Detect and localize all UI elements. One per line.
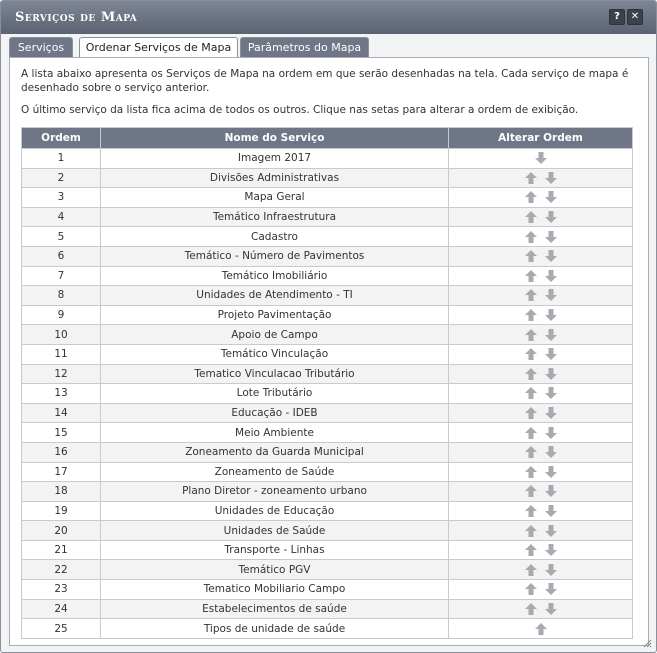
table-row <box>22 364 633 384</box>
order-cell: 24 <box>22 599 101 619</box>
tab-map-parameters[interactable]: Parâmetros do Mapa <box>240 37 369 57</box>
move-down-arrow-icon[interactable] <box>545 505 557 517</box>
order-cell: 20 <box>22 521 101 541</box>
table-row <box>22 305 633 325</box>
table-row <box>22 560 633 580</box>
move-up-arrow-icon[interactable] <box>525 446 537 458</box>
service-name-cell: Plano Diretor - zoneamento urbano <box>101 482 449 502</box>
service-name-cell: Lote Tributário <box>101 384 449 404</box>
service-name-cell: Meio Ambiente <box>101 423 449 443</box>
order-cell: 7 <box>22 266 101 286</box>
table-row <box>22 227 633 247</box>
move-down-arrow-icon[interactable] <box>545 485 557 497</box>
resize-grip-icon[interactable] <box>643 639 652 648</box>
change-order-cell <box>449 403 633 423</box>
move-up-arrow-icon[interactable] <box>525 231 537 243</box>
change-order-cell <box>449 501 633 521</box>
order-cell: 22 <box>22 560 101 580</box>
order-arrows <box>449 365 632 383</box>
order-arrows <box>449 541 632 559</box>
change-order-cell <box>449 580 633 600</box>
service-name-cell: Mapa Geral <box>101 188 449 208</box>
tab-content-panel <box>9 57 649 646</box>
column-header-change-order: Alterar Ordem <box>449 128 633 149</box>
order-cell: 14 <box>22 403 101 423</box>
order-cell: 9 <box>22 305 101 325</box>
order-arrows <box>449 404 632 422</box>
move-down-arrow-icon[interactable] <box>545 564 557 576</box>
table-row <box>22 188 633 208</box>
change-order-cell <box>449 462 633 482</box>
table-row <box>22 384 633 404</box>
order-cell: 11 <box>22 344 101 364</box>
move-down-arrow-icon[interactable] <box>545 348 557 360</box>
table-row <box>22 501 633 521</box>
order-cell: 4 <box>22 207 101 227</box>
service-name-cell: Projeto Pavimentação <box>101 305 449 325</box>
order-arrows <box>449 384 632 402</box>
intro-instructions: O último serviço da lista fica acima de todos os outros. Clique nas setas para alterar a ordem de exibição. <box>21 104 579 116</box>
table-row <box>22 207 633 227</box>
table-row <box>22 619 633 639</box>
service-name-cell: Temático PGV <box>101 560 449 580</box>
order-arrows <box>449 620 632 638</box>
change-order-cell <box>449 227 633 247</box>
move-down-arrow-icon[interactable] <box>545 172 557 184</box>
service-name-cell: Tipos de unidade de saúde <box>101 619 449 639</box>
service-name-cell: Temático - Número de Pavimentos <box>101 246 449 266</box>
change-order-cell <box>449 560 633 580</box>
move-up-arrow-icon[interactable] <box>525 270 537 282</box>
column-header-order: Ordem <box>22 128 101 149</box>
move-down-arrow-icon[interactable] <box>545 329 557 341</box>
change-order-cell <box>449 619 633 639</box>
change-order-cell <box>449 168 633 188</box>
move-down-arrow-icon[interactable] <box>545 446 557 458</box>
service-name-cell: Divisões Administrativas <box>101 168 449 188</box>
order-arrows <box>449 463 632 481</box>
service-name-cell: Temático Vinculação <box>101 344 449 364</box>
move-down-arrow-icon[interactable] <box>545 603 557 615</box>
change-order-cell <box>449 423 633 443</box>
services-order-table <box>21 127 633 639</box>
table-row <box>22 149 633 169</box>
service-name-cell: Estabelecimentos de saúde <box>101 599 449 619</box>
move-down-arrow-icon[interactable] <box>545 407 557 419</box>
table-row <box>22 344 633 364</box>
table-row <box>22 540 633 560</box>
move-down-arrow-icon[interactable] <box>545 231 557 243</box>
order-cell: 17 <box>22 462 101 482</box>
change-order-cell <box>449 149 633 169</box>
table-row <box>22 462 633 482</box>
order-arrows <box>449 424 632 442</box>
order-cell: 10 <box>22 325 101 345</box>
change-order-cell <box>449 599 633 619</box>
change-order-cell <box>449 521 633 541</box>
order-arrows <box>449 286 632 304</box>
order-arrows <box>449 580 632 598</box>
move-up-arrow-icon[interactable] <box>525 583 537 595</box>
move-up-arrow-icon[interactable] <box>525 309 537 321</box>
intro-text: A lista abaixo apresenta os Serviços de Mapa na ordem em que serão desenhadas na tela. Cada serviço de mapa é desenhado sobre o serviço anterior. <box>21 68 629 94</box>
move-up-arrow-icon[interactable] <box>525 329 537 341</box>
move-up-arrow-icon[interactable] <box>525 387 537 399</box>
move-down-arrow-icon[interactable] <box>545 191 557 203</box>
order-arrows <box>449 482 632 500</box>
order-arrows <box>449 169 632 187</box>
change-order-cell <box>449 188 633 208</box>
order-cell: 15 <box>22 423 101 443</box>
order-arrows <box>449 208 632 226</box>
order-arrows <box>449 188 632 206</box>
table-row <box>22 286 633 306</box>
service-name-cell: Unidades de Educação <box>101 501 449 521</box>
move-down-arrow-icon[interactable] <box>545 211 557 223</box>
move-down-arrow-icon[interactable] <box>545 544 557 556</box>
order-cell: 12 <box>22 364 101 384</box>
change-order-cell <box>449 305 633 325</box>
order-arrows <box>449 345 632 363</box>
tab-order-services[interactable]: Ordenar Serviços de Mapa <box>79 37 238 59</box>
order-cell: 18 <box>22 482 101 502</box>
order-arrows <box>449 600 632 618</box>
move-up-arrow-icon[interactable] <box>525 603 537 615</box>
move-up-arrow-icon[interactable] <box>525 368 537 380</box>
move-down-arrow-icon[interactable] <box>545 466 557 478</box>
order-cell: 21 <box>22 540 101 560</box>
move-down-arrow-icon[interactable] <box>545 368 557 380</box>
move-up-arrow-icon[interactable] <box>525 407 537 419</box>
change-order-cell <box>449 482 633 502</box>
table-row <box>22 482 633 502</box>
change-order-cell <box>449 364 633 384</box>
move-up-arrow-icon[interactable] <box>525 427 537 439</box>
move-up-arrow-icon[interactable] <box>525 250 537 262</box>
move-down-arrow-icon[interactable] <box>545 270 557 282</box>
change-order-cell <box>449 286 633 306</box>
column-header-service-name: Nome do Serviço <box>101 128 449 149</box>
move-up-arrow-icon[interactable] <box>525 505 537 517</box>
title-bar[interactable] <box>1 1 656 34</box>
move-up-arrow-icon[interactable] <box>525 564 537 576</box>
change-order-cell <box>449 325 633 345</box>
move-up-arrow-icon[interactable] <box>525 348 537 360</box>
service-name-cell: Tematico Vinculacao Tributário <box>101 364 449 384</box>
move-up-arrow-icon[interactable] <box>535 623 547 635</box>
service-name-cell: Imagem 2017 <box>101 149 449 169</box>
service-name-cell: Temático Infraestrutura <box>101 207 449 227</box>
order-arrows <box>449 561 632 579</box>
table-row <box>22 168 633 188</box>
service-name-cell: Transporte - Linhas <box>101 540 449 560</box>
service-name-cell: Zoneamento da Guarda Municipal <box>101 442 449 462</box>
order-cell: 23 <box>22 580 101 600</box>
order-arrows <box>449 522 632 540</box>
order-cell: 6 <box>22 246 101 266</box>
table-row <box>22 403 633 423</box>
service-name-cell: Unidades de Atendimento - TI <box>101 286 449 306</box>
table-row <box>22 325 633 345</box>
move-up-arrow-icon[interactable] <box>525 485 537 497</box>
move-down-arrow-icon[interactable] <box>545 289 557 301</box>
move-down-arrow-icon[interactable] <box>545 427 557 439</box>
change-order-cell <box>449 442 633 462</box>
move-down-arrow-icon[interactable] <box>545 309 557 321</box>
order-cell: 8 <box>22 286 101 306</box>
move-down-arrow-icon[interactable] <box>535 152 547 164</box>
move-down-arrow-icon[interactable] <box>545 250 557 262</box>
table-row <box>22 580 633 600</box>
order-arrows <box>449 228 632 246</box>
order-cell: 13 <box>22 384 101 404</box>
tab-services[interactable]: Serviços <box>9 37 73 57</box>
order-cell: 5 <box>22 227 101 247</box>
service-name-cell: Zoneamento de Saúde <box>101 462 449 482</box>
move-up-arrow-icon[interactable] <box>525 544 537 556</box>
order-cell: 1 <box>22 149 101 169</box>
order-arrows <box>449 149 632 167</box>
move-down-arrow-icon[interactable] <box>545 525 557 537</box>
change-order-cell <box>449 384 633 404</box>
table-row <box>22 521 633 541</box>
table-row <box>22 246 633 266</box>
order-cell: 3 <box>22 188 101 208</box>
order-cell: 25 <box>22 619 101 639</box>
service-name-cell: Unidades de Saúde <box>101 521 449 541</box>
change-order-cell <box>449 344 633 364</box>
service-name-cell: Educação - IDEB <box>101 403 449 423</box>
move-down-arrow-icon[interactable] <box>545 387 557 399</box>
move-up-arrow-icon[interactable] <box>525 289 537 301</box>
move-up-arrow-icon[interactable] <box>525 191 537 203</box>
order-arrows <box>449 306 632 324</box>
service-name-cell: Temático Imobiliário <box>101 266 449 286</box>
help-button[interactable]: ? <box>609 9 625 25</box>
move-down-arrow-icon[interactable] <box>545 583 557 595</box>
order-cell: 19 <box>22 501 101 521</box>
order-arrows <box>449 502 632 520</box>
close-button[interactable]: ✕ <box>627 9 643 25</box>
order-arrows <box>449 247 632 265</box>
dialog-title: Serviços de Mapa <box>15 10 138 25</box>
table-row <box>22 599 633 619</box>
change-order-cell <box>449 246 633 266</box>
order-arrows <box>449 267 632 285</box>
table-row <box>22 423 633 443</box>
order-arrows <box>449 326 632 344</box>
table-row <box>22 266 633 286</box>
service-name-cell: Cadastro <box>101 227 449 247</box>
order-arrows <box>449 443 632 461</box>
change-order-cell <box>449 540 633 560</box>
change-order-cell <box>449 207 633 227</box>
move-up-arrow-icon[interactable] <box>525 466 537 478</box>
move-up-arrow-icon[interactable] <box>525 525 537 537</box>
order-cell: 16 <box>22 442 101 462</box>
move-up-arrow-icon[interactable] <box>525 172 537 184</box>
service-name-cell: Apoio de Campo <box>101 325 449 345</box>
service-name-cell: Tematico Mobiliario Campo <box>101 580 449 600</box>
table-row <box>22 442 633 462</box>
move-up-arrow-icon[interactable] <box>525 211 537 223</box>
change-order-cell <box>449 266 633 286</box>
order-cell: 2 <box>22 168 101 188</box>
